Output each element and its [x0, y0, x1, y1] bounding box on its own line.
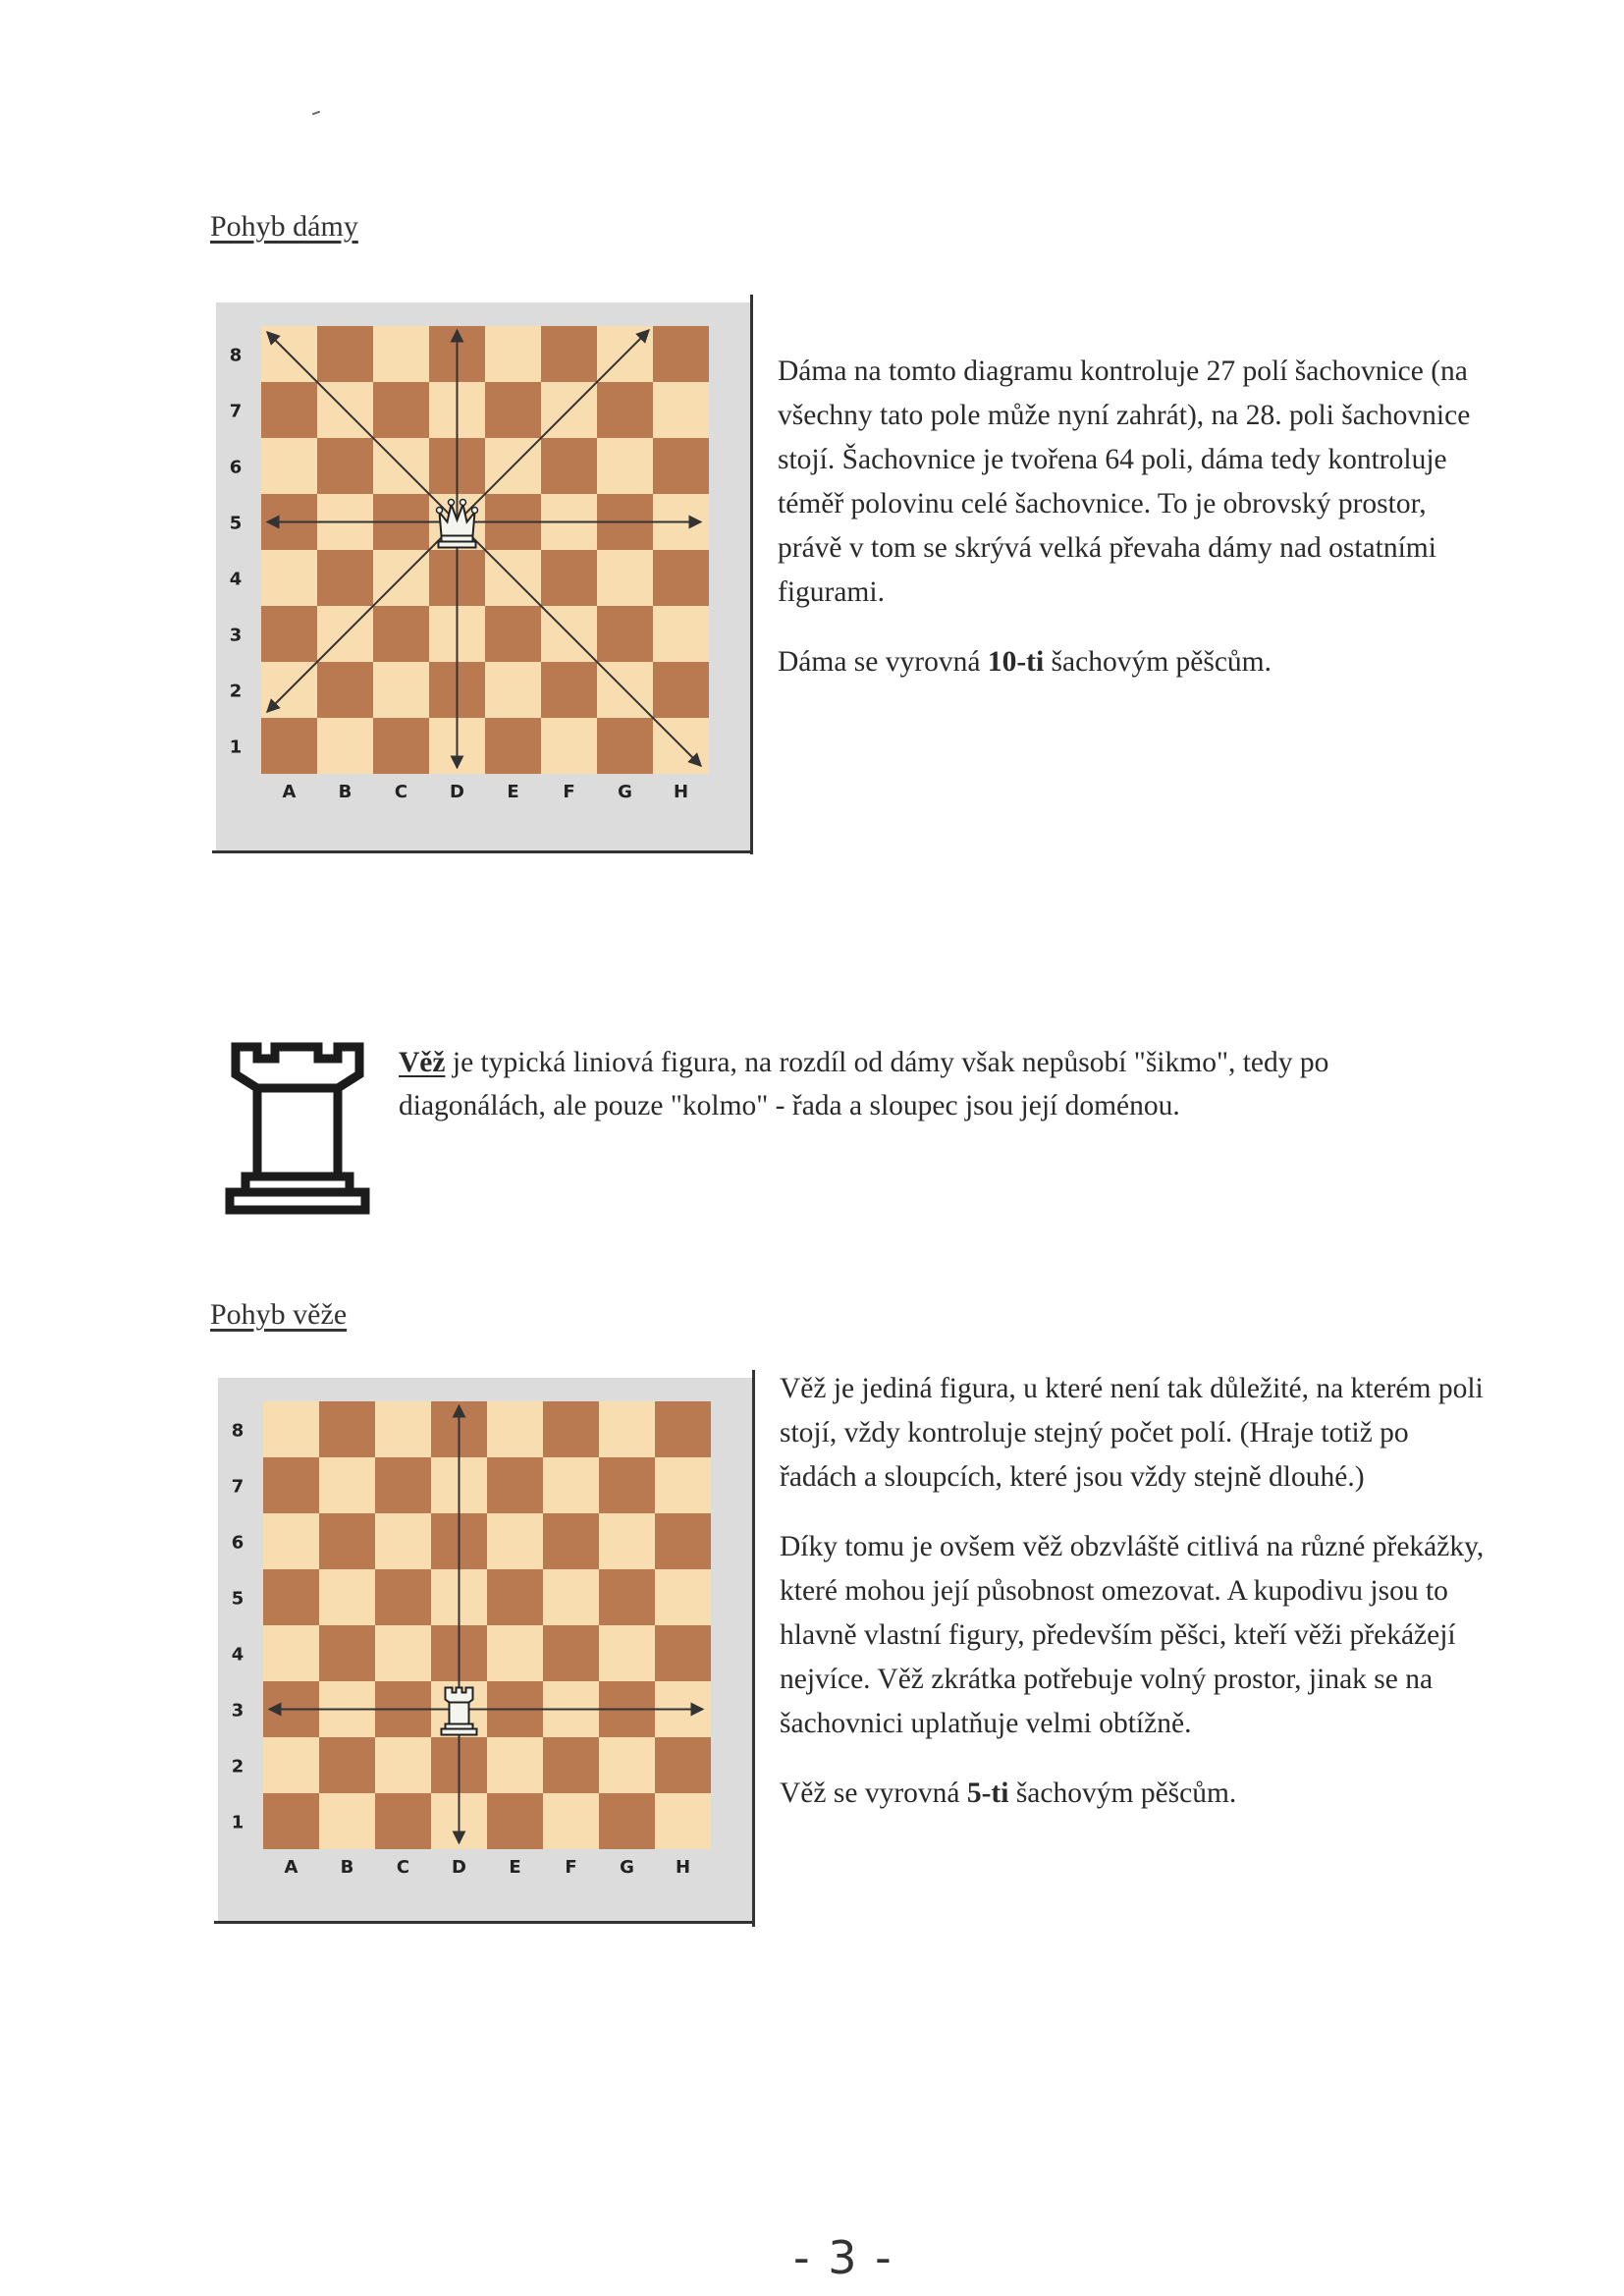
- queen-square: [261, 438, 317, 494]
- queen-square: [653, 438, 709, 494]
- queen-square: [485, 662, 541, 718]
- queen-square: [373, 718, 429, 774]
- rook-square: [599, 1625, 655, 1681]
- rook-rank-label: 1: [231, 1812, 244, 1833]
- rook-square: [263, 1793, 319, 1849]
- rook-file-label: D: [452, 1857, 466, 1878]
- rook-paragraph-2: Díky tomu je ovšem věž obzvláště citlivá na různé překážky, které mohou její působnost omezovat. A kupodivu jsou to hlavně vlastní figury, především pěšci, kteří věži překážejí nejvíce. Věž zkrátka potřebuje volný prostor, jinak se na šachovnici uplatňuje velmi obtížně.: [780, 1531, 1485, 1739]
- queen-square: [541, 718, 597, 774]
- queen-chessboard: [216, 302, 751, 850]
- rook-square: [319, 1401, 375, 1457]
- rook-square: [487, 1457, 543, 1513]
- queen-file-label: A: [282, 782, 297, 802]
- rook-square: [543, 1793, 599, 1849]
- rook-paragraph-1: Věž je jediná figura, u které není tak důležité, na kterém poli stojí, vždy kontroluje stejný počet polí. (Hraje totiž po řadách a sloupcích, které jsou vždy stejně dlouhé.): [780, 1373, 1484, 1493]
- rook-square: [263, 1401, 319, 1457]
- queen-file-label: B: [338, 782, 352, 802]
- rook-rank-label: 8: [231, 1420, 244, 1442]
- queen-rank-label: 2: [229, 681, 243, 702]
- queen-rank-label: 4: [229, 569, 243, 590]
- rook-square: [375, 1737, 431, 1793]
- rook-value-bold: 5-ti: [966, 1777, 1009, 1809]
- queen-square: [597, 438, 653, 494]
- rook-square: [375, 1625, 431, 1681]
- queen-square: [317, 326, 373, 382]
- queen-square: [541, 550, 597, 606]
- queen-square: [597, 606, 653, 662]
- rook-square: [263, 1625, 319, 1681]
- queen-square: [485, 718, 541, 774]
- queen-square: [485, 326, 541, 382]
- queen-rank-label: 5: [229, 513, 243, 534]
- queen-square: [485, 606, 541, 662]
- rook-square: [655, 1401, 711, 1457]
- queen-square: [373, 606, 429, 662]
- rook-file-label: A: [284, 1857, 298, 1878]
- rook-square: [263, 1569, 319, 1625]
- rook-file-label: B: [340, 1857, 354, 1878]
- rook-rank-label: 6: [231, 1532, 244, 1554]
- rook-section-heading: Pohyb věže: [210, 1298, 348, 1331]
- queen-description: [778, 350, 1485, 710]
- queen-square: [317, 662, 373, 718]
- queen-value-bold: 10-ti: [987, 646, 1045, 678]
- queen-value-line: [778, 640, 1485, 684]
- queen-square: [373, 662, 429, 718]
- rook-file-label: H: [675, 1857, 691, 1878]
- queen-square: [541, 326, 597, 382]
- queen-board-svg: [216, 302, 751, 850]
- rook-square: [375, 1513, 431, 1569]
- queen-square: [317, 438, 373, 494]
- queen-square: [597, 382, 653, 438]
- queen-file-label: E: [507, 782, 519, 802]
- queen-value-prefix: Dáma se vyrovná: [778, 646, 988, 678]
- queen-square: [653, 326, 709, 382]
- queen-square: [653, 606, 709, 662]
- queen-board-edge-bottom: [212, 850, 753, 853]
- rook-square: [655, 1793, 711, 1849]
- rook-file-label: F: [565, 1857, 577, 1878]
- page-number: - 3 -: [793, 2231, 893, 2284]
- rook-square: [543, 1737, 599, 1793]
- rook-value-line: [780, 1772, 1487, 1816]
- queen-section-heading: Pohyb dámy: [210, 210, 358, 243]
- rook-square: [487, 1513, 543, 1569]
- rook-square: [487, 1793, 543, 1849]
- rook-square: [375, 1401, 431, 1457]
- queen-square: [261, 718, 317, 774]
- rook-board-edge-right: [752, 1370, 755, 1927]
- rook-square: [375, 1457, 431, 1513]
- rook-board-svg: [218, 1378, 753, 1923]
- rook-square: [263, 1737, 319, 1793]
- rook-rank-label: 7: [231, 1476, 244, 1498]
- queen-square: [541, 662, 597, 718]
- rook-square: [543, 1569, 599, 1625]
- queen-file-label: D: [450, 782, 464, 802]
- rook-square: [543, 1401, 599, 1457]
- rook-intro-text: [399, 1041, 1479, 1127]
- rook-description: [780, 1367, 1487, 1841]
- rook-square: [655, 1737, 711, 1793]
- queen-rank-label: 8: [229, 345, 243, 366]
- rook-file-label: G: [620, 1857, 634, 1878]
- rook-chessboard: [218, 1378, 753, 1923]
- rook-icon: [224, 1039, 371, 1216]
- queen-file-label: F: [563, 782, 575, 802]
- rook-intro-rest: je typická liniová figura, na rozdíl od dámy však nepůsobí "šikmo", tedy po diagonálách, ale pouze "kolmo" - řada a sloupec jsou její doménou.: [399, 1047, 1329, 1121]
- rook-value-prefix: Věž se vyrovná: [780, 1777, 967, 1809]
- rook-square: [375, 1569, 431, 1625]
- rook-value-suffix: šachovým pěšcům.: [1008, 1777, 1237, 1809]
- rook-square: [319, 1513, 375, 1569]
- queen-square: [373, 382, 429, 438]
- queen-square: [653, 662, 709, 718]
- rook-square: [487, 1569, 543, 1625]
- rook-file-label: C: [396, 1857, 410, 1878]
- rook-square: [543, 1513, 599, 1569]
- queen-value-suffix: šachovým pěšcům.: [1044, 646, 1272, 678]
- rook-square: [599, 1569, 655, 1625]
- rook-square: [599, 1793, 655, 1849]
- rook-rank-label: 4: [231, 1644, 244, 1666]
- rook-square: [655, 1457, 711, 1513]
- queen-file-label: C: [394, 782, 408, 802]
- rook-square: [599, 1401, 655, 1457]
- queen-square: [261, 606, 317, 662]
- rook-square: [487, 1737, 543, 1793]
- rook-square: [543, 1457, 599, 1513]
- queen-square: [261, 382, 317, 438]
- queen-rank-label: 1: [229, 737, 243, 758]
- rook-square: [375, 1793, 431, 1849]
- queen-square: [485, 382, 541, 438]
- queen-rank-label: 3: [229, 625, 243, 646]
- queen-square: [317, 550, 373, 606]
- scan-mark: [312, 111, 320, 116]
- rook-square: [487, 1625, 543, 1681]
- queen-square: [653, 550, 709, 606]
- queen-paragraph: Dáma na tomto diagramu kontroluje 27 polí šachovnice (na všechny tato pole může nyní zahrát), na 28. poli šachovnice stojí. Šachovnice je tvořena 64 poli, dáma tedy kontroluje téměř polovinu celé šachovnice. To je obrovský prostor, právě v tom se skrývá velká převaha dámy nad ostatními figurami.: [778, 355, 1471, 608]
- queen-square: [261, 550, 317, 606]
- rook-square: [599, 1737, 655, 1793]
- rook-rank-label: 3: [231, 1700, 244, 1722]
- rook-square: [319, 1625, 375, 1681]
- rook-square: [319, 1737, 375, 1793]
- rook-square: [655, 1569, 711, 1625]
- rook-intro-word: Věž: [399, 1047, 446, 1078]
- rook-square: [543, 1625, 599, 1681]
- queen-square: [597, 550, 653, 606]
- queen-square: [541, 438, 597, 494]
- rook-square: [319, 1457, 375, 1513]
- rook-square: [599, 1457, 655, 1513]
- queen-square: [373, 326, 429, 382]
- queen-file-label: G: [618, 782, 632, 802]
- rook-square: [263, 1457, 319, 1513]
- queen-square: [653, 382, 709, 438]
- rook-square: [655, 1625, 711, 1681]
- rook-rank-label: 2: [231, 1756, 244, 1777]
- queen-rank-label: 7: [229, 401, 243, 422]
- rook-rank-label: 5: [231, 1588, 244, 1610]
- rook-square: [599, 1513, 655, 1569]
- queen-board-edge-right: [750, 295, 753, 854]
- rook-square: [263, 1513, 319, 1569]
- rook-square: [487, 1401, 543, 1457]
- rook-square: [319, 1569, 375, 1625]
- queen-square: [317, 718, 373, 774]
- queen-file-label: H: [673, 782, 689, 802]
- rook-file-label: E: [509, 1857, 521, 1878]
- queen-rank-label: 6: [229, 457, 243, 478]
- queen-square: [597, 718, 653, 774]
- rook-board-edge-bottom: [214, 1921, 754, 1924]
- rook-square: [655, 1513, 711, 1569]
- rook-square: [319, 1793, 375, 1849]
